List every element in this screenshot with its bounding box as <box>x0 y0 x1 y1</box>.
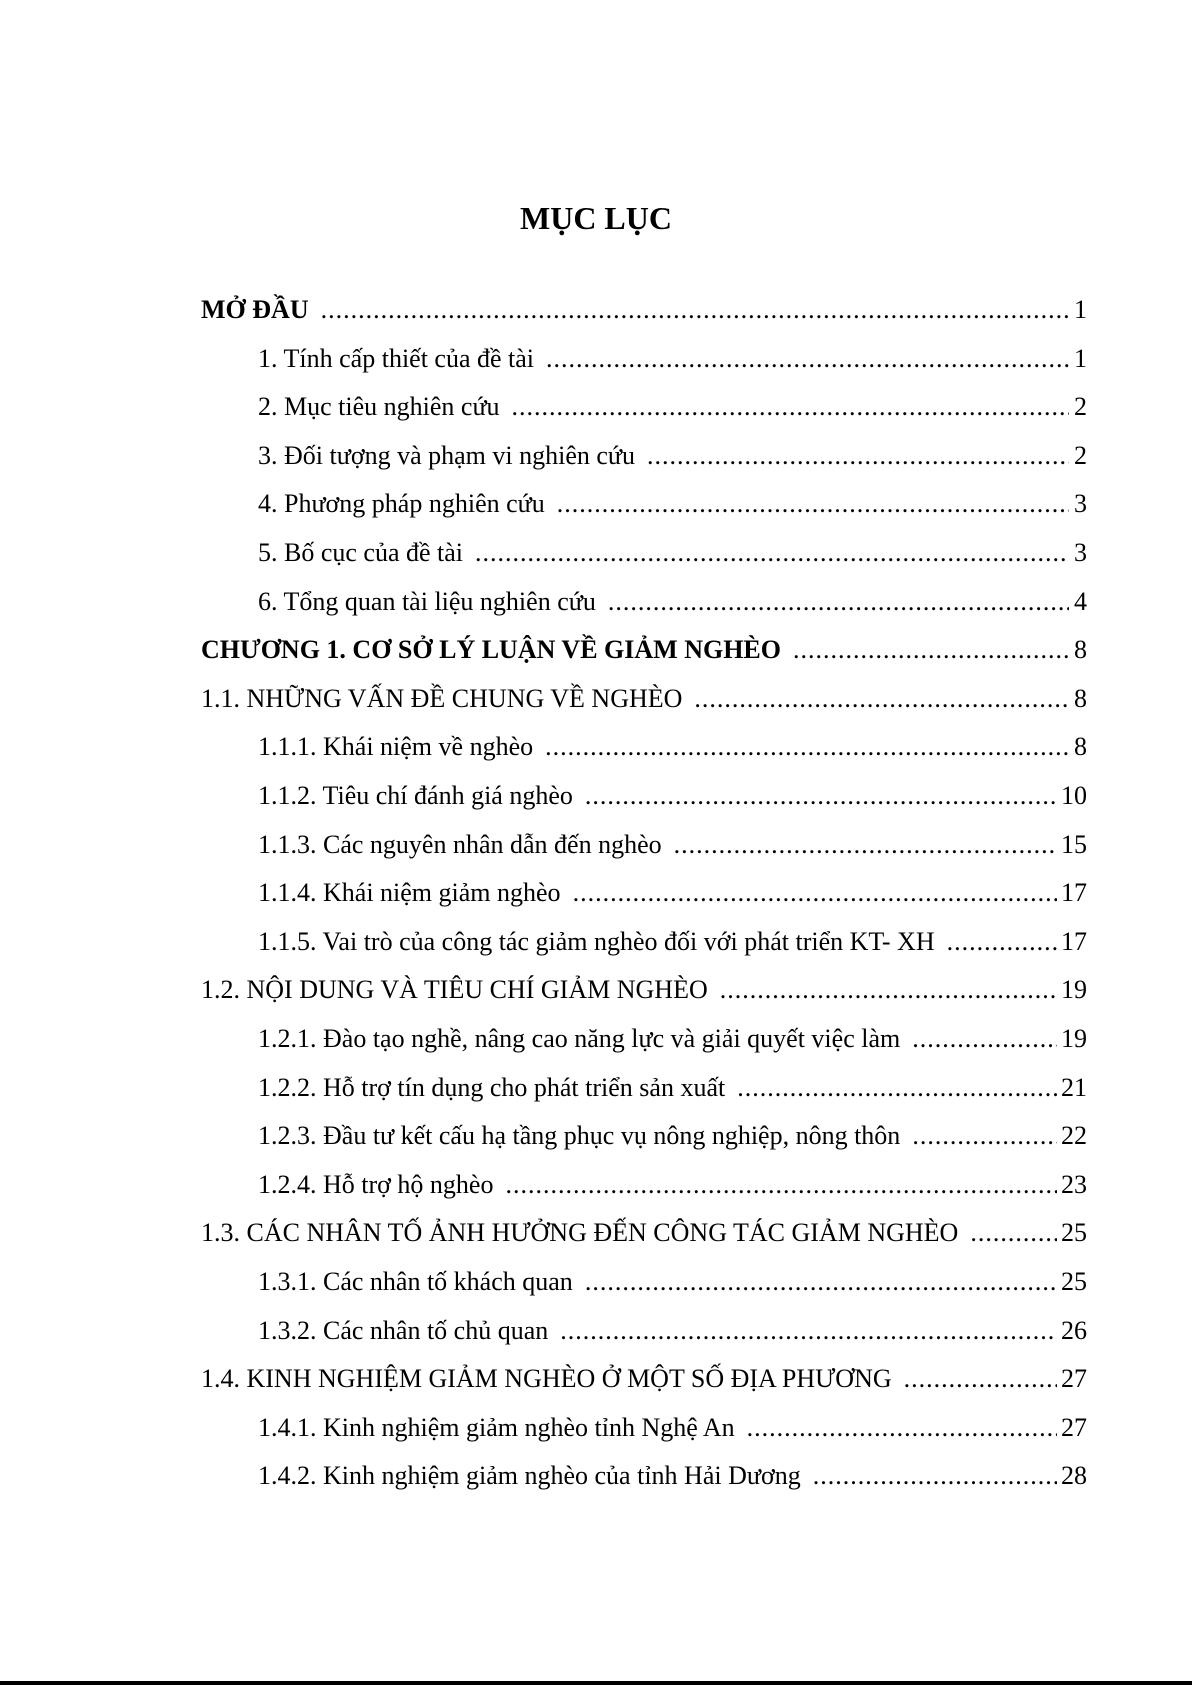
toc-entry[interactable] <box>201 679 1087 719</box>
toc-entry-page-number: 3 <box>1074 489 1087 518</box>
toc-entry-page-number: 1 <box>1074 295 1087 324</box>
toc-dot-leader <box>912 1116 1057 1156</box>
toc-entry-title: 1.1.1. Khái niệm về nghèo <box>258 732 534 761</box>
toc-entry-page-number: 27 <box>1061 1364 1087 1393</box>
toc-entry-title: 1.1.5. Vai trò của công tác giảm nghèo đối với phát triển KT- XH <box>258 927 935 956</box>
toc-dot-leader <box>573 873 1057 913</box>
toc-entry[interactable] <box>258 339 1087 379</box>
toc-dot-leader <box>647 436 1069 476</box>
toc-entry-title: 2. Mục tiêu nghiên cứu <box>258 392 500 421</box>
toc-entry-page-number: 8 <box>1074 635 1087 664</box>
toc-entry[interactable] <box>258 533 1087 573</box>
toc-entry-page-number: 28 <box>1061 1461 1087 1490</box>
toc-entry-page-number: 17 <box>1061 878 1087 907</box>
toc-dot-leader <box>560 1311 1057 1351</box>
toc-entry-page-number: 27 <box>1061 1413 1087 1442</box>
toc-entry[interactable] <box>201 1213 1087 1253</box>
toc-dot-leader <box>747 1408 1057 1448</box>
toc-entry-title: 1.1.2. Tiêu chí đánh giá nghèo <box>258 781 573 810</box>
toc-entry-title: 1. Tính cấp thiết của đề tài <box>258 344 535 373</box>
toc-entry-page-number: 19 <box>1061 975 1087 1004</box>
bottom-rule <box>0 1681 1192 1685</box>
toc-dot-leader <box>546 339 1069 379</box>
toc-dot-leader <box>475 533 1069 573</box>
toc-dot-leader <box>505 1165 1057 1205</box>
toc-entry[interactable] <box>201 1359 1087 1399</box>
toc-entry[interactable] <box>258 1262 1087 1302</box>
toc-entry[interactable] <box>258 873 1087 913</box>
toc-entry[interactable] <box>258 436 1087 476</box>
toc-entry-title: 6. Tổng quan tài liệu nghiên cứu <box>258 587 596 616</box>
toc-entry-title: 1.1.4. Khái niệm giảm nghèo <box>258 878 561 907</box>
toc-entry-page-number: 4 <box>1074 587 1087 616</box>
toc-entry-title: CHƯƠNG 1. CƠ SỞ LÝ LUẬN VỀ GIẢM NGHÈO <box>201 635 781 664</box>
toc-dot-leader <box>737 1068 1057 1108</box>
toc-dot-leader <box>512 387 1069 427</box>
toc-entry-title: 3. Đối tượng và phạm vi nghiên cứu <box>258 441 635 470</box>
toc-dot-leader <box>970 1213 1057 1253</box>
toc-entry-title: 1.4.1. Kinh nghiệm giảm nghèo tỉnh Nghệ An <box>258 1413 735 1442</box>
toc-entry-page-number: 25 <box>1061 1218 1087 1247</box>
toc-entry[interactable] <box>258 825 1087 865</box>
toc-entry[interactable] <box>258 1311 1087 1351</box>
toc-dot-leader <box>947 922 1057 962</box>
toc-entry[interactable] <box>258 1068 1087 1108</box>
toc-entry-title: 1.3.2. Các nhân tố chủ quan <box>258 1316 549 1345</box>
toc-entry[interactable] <box>258 484 1087 524</box>
toc-dot-leader <box>557 484 1069 524</box>
toc-entry[interactable] <box>258 1165 1087 1205</box>
toc-entry-page-number: 19 <box>1061 1024 1087 1053</box>
toc-entry-page-number: 8 <box>1074 732 1087 761</box>
page-title: MỤC LỤC <box>520 200 672 236</box>
toc-entry-page-number: 2 <box>1074 392 1087 421</box>
toc-entry-page-number: 10 <box>1061 781 1087 810</box>
toc-entry-title: 1.3.1. Các nhân tố khách quan <box>258 1267 573 1296</box>
toc-entry[interactable] <box>258 1019 1087 1059</box>
toc-entry-page-number: 2 <box>1074 441 1087 470</box>
toc-entry[interactable] <box>201 970 1087 1010</box>
toc-entry-title: 1.1.3. Các nguyên nhân dẫn đến nghèo <box>258 830 662 859</box>
toc-entry[interactable] <box>258 922 1087 962</box>
toc-dot-leader <box>904 1359 1057 1399</box>
toc-entry-page-number: 23 <box>1061 1170 1087 1199</box>
toc-entry-title: MỞ ĐẦU <box>201 295 309 324</box>
toc-entry-title: 1.2.4. Hỗ trợ hộ nghèo <box>258 1170 494 1199</box>
toc-entry-title: 1.2.3. Đầu tư kết cấu hạ tầng phục vụ nông nghiệp, nông thôn <box>258 1121 901 1150</box>
toc-entry[interactable] <box>201 630 1087 670</box>
toc-entry[interactable] <box>258 727 1087 767</box>
toc-dot-leader <box>813 1456 1057 1496</box>
toc-dot-leader <box>793 630 1069 670</box>
toc-dot-leader <box>321 290 1069 330</box>
toc-dot-leader <box>720 970 1057 1010</box>
toc-entry-title: 1.2. NỘI DUNG VÀ TIÊU CHÍ GIẢM NGHÈO <box>201 975 708 1004</box>
toc-dot-leader <box>674 825 1057 865</box>
toc-entry-page-number: 15 <box>1061 830 1087 859</box>
toc-entry-title: 1.4.2. Kinh nghiệm giảm nghèo của tỉnh Hải Dương <box>258 1461 801 1490</box>
toc-entry[interactable] <box>258 1408 1087 1448</box>
toc-entry-title: 5. Bố cục của đề tài <box>258 538 464 567</box>
toc-entry-title: 1.4. KINH NGHIỆM GIẢM NGHÈO Ở MỘT SỐ ĐỊA PHƯƠNG <box>201 1364 892 1393</box>
toc-entry[interactable] <box>201 290 1087 330</box>
toc-entry[interactable] <box>258 1116 1087 1156</box>
toc-entry-title: 4. Phương pháp nghiên cứu <box>258 489 545 518</box>
toc-dot-leader <box>585 1262 1057 1302</box>
toc-dot-leader <box>912 1019 1057 1059</box>
toc-entry-page-number: 3 <box>1074 538 1087 567</box>
toc-entry[interactable] <box>258 1456 1087 1496</box>
toc-entry-page-number: 22 <box>1061 1121 1087 1150</box>
toc-entry-page-number: 25 <box>1061 1267 1087 1296</box>
toc-dot-leader <box>694 679 1069 719</box>
toc-entry[interactable] <box>258 582 1087 622</box>
toc-entry-page-number: 26 <box>1061 1316 1087 1345</box>
toc-entry-page-number: 1 <box>1074 344 1087 373</box>
toc-entry-title: 1.3. CÁC NHÂN TỐ ẢNH HƯỞNG ĐẾN CÔNG TÁC GIẢM NGHÈO <box>201 1218 959 1247</box>
toc-entry-page-number: 8 <box>1074 684 1087 713</box>
toc-entry-title: 1.2.1. Đào tạo nghề, nâng cao năng lực và giải quyết việc làm <box>258 1024 901 1053</box>
toc-entry-title: 1.2.2. Hỗ trợ tín dụng cho phát triển sản xuất <box>258 1073 726 1102</box>
toc-dot-leader <box>608 582 1069 622</box>
toc-entry-page-number: 21 <box>1061 1073 1087 1102</box>
toc-entry[interactable] <box>258 776 1087 816</box>
toc-entry[interactable] <box>258 387 1087 427</box>
toc-dot-leader <box>585 776 1057 816</box>
toc-entry-page-number: 17 <box>1061 927 1087 956</box>
toc-dot-leader <box>545 727 1069 767</box>
toc-entry-title: 1.1. NHỮNG VẤN ĐỀ CHUNG VỀ NGHÈO <box>201 684 683 713</box>
